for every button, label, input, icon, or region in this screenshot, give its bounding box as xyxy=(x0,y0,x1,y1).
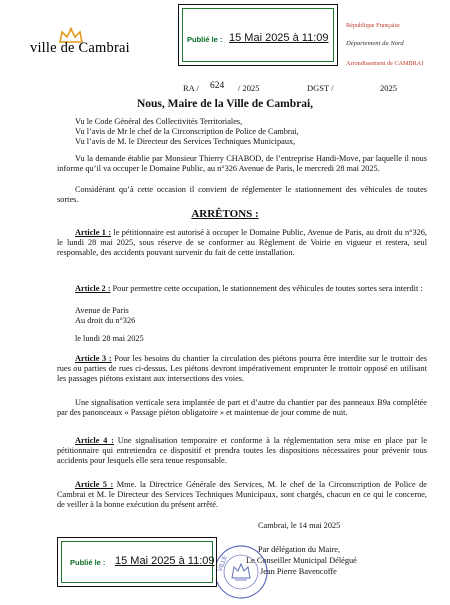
article-5-label: Article 5 : xyxy=(75,480,114,489)
republic-label: République Française xyxy=(346,22,400,29)
signature-place-date: Cambrai, le 14 mai 2025 xyxy=(258,521,341,530)
article-1 xyxy=(57,228,427,259)
vu-item: Vu l’avis de Mr le chef de la Circonscription de Police de Cambrai, xyxy=(75,127,299,137)
article-2-street: Avenue de Paris xyxy=(75,306,129,315)
ra-number: 624 xyxy=(210,81,225,91)
article-1-text: le pétitionnaire est autorisé à occuper le Domaine Public, Avenue de Paris, au droit du n°326, le lundi 28 mai 2025, sous réserve de se conformer au Règlement de Voirie en vigueur et restera, seul responsable, des accidents pouvant survenir du fait de cette installation. xyxy=(57,228,427,258)
considering-paragraph: Considérant qu’à cette occasion il convient de réglementer le stationnement des véhicules de toutes sortes. xyxy=(57,185,427,205)
stamp-label: Publié le : xyxy=(187,35,223,44)
ra-prefix: RA / xyxy=(183,83,199,93)
article-2-date: le lundi 28 mai 2025 xyxy=(75,334,144,343)
ra-suffix: / 2025 xyxy=(238,83,260,93)
signature-line-1: Par délégation du Maire, xyxy=(258,545,341,554)
article-4-label: Article 4 : xyxy=(75,436,114,445)
article-5-text: Mme. la Directrice Générale des Services, M. le chef de la Circonscription de Police de Cambrai et M. le Directeur des Services Techniques Municipaux, sont chargés, chacun en ce qui le concerne, de veiller à la bonne exécution du présent arrêté. xyxy=(57,480,427,510)
publication-stamp-bottom xyxy=(57,537,217,587)
article-4 xyxy=(57,436,427,467)
stamp-label: Publié le : xyxy=(70,558,106,567)
stamp-date: 15 Mai 2025 à 11:09 xyxy=(115,555,215,567)
article-4-text: Une signalisation temporaire et conforme à la réglementation sera mise en place par le pétitionnaire qui entretiendra ce dispositif et prendra toutes les dispositions nécessaires pour prévenir tous accidents pour lesquels elle sera tenue responsable. xyxy=(57,436,427,466)
article-5 xyxy=(57,480,427,511)
article-3-label: Article 3 : xyxy=(75,354,112,363)
vu-item: Vu le Code Général des Collectivités Territoriales, xyxy=(75,117,243,126)
signature-line-3: Jean Pierre Bavencoffe xyxy=(260,567,337,576)
vu-item: Vu l’avis de M. le Directeur des Services Techniques Municipaux, xyxy=(75,137,296,147)
publication-stamp-top xyxy=(178,4,338,66)
request-paragraph: Vu la demande établie par Monsieur Thierry CHABOD, de l’entreprise Handi-Move, par laquelle il nous informe qu’il va occuper le Domaine Public, au n°326 Avenue de Paris, le mercredi 28 mai 2025. xyxy=(57,154,427,174)
article-2 xyxy=(57,284,427,294)
seal-icon xyxy=(213,540,269,600)
stamp-date: 15 Mai 2025 à 11:09 xyxy=(229,32,329,44)
arretons-heading: ARRÊTONS : xyxy=(191,208,259,220)
city-logo xyxy=(30,26,140,62)
svg-text:VILLE: VILLE xyxy=(216,554,229,573)
article-2-label: Article 2 : xyxy=(75,284,111,293)
department-label: Département du Nord xyxy=(346,40,404,47)
logo-text: ville de Cambrai xyxy=(30,40,130,56)
article-1-label: Article 1 : xyxy=(75,228,112,237)
article-2-number: Au droit du n°326 xyxy=(75,316,136,326)
article-3-signage: Une signalisation verticale sera implantée de part et d’autre du chantier par des panneaux B9a complétée par des panonceaux « Passage piéton obligatoire » et maintenue de jour comme de nuit. xyxy=(57,398,427,418)
document-title: Nous, Maire de la Ville de Cambrai, xyxy=(136,98,314,110)
article-3 xyxy=(57,354,427,385)
article-2-text: Pour permettre cette occupation, le stationnement des véhicules de toutes sortes sera interdit : xyxy=(110,284,423,293)
dgst-year: 2025 xyxy=(380,83,397,93)
dgst-label: DGST / xyxy=(307,83,334,93)
city-seal xyxy=(213,540,269,600)
arrondissement-label: Arrondissement de CAMBRAI xyxy=(346,60,424,67)
vu-list xyxy=(75,117,425,148)
article-3-text: Pour les besoins du chantier la circulation des piétons pourra être interdite sur le trottoir des rues ou parties de rues ci-dessus. Les piétons devront impérativement emprunter le trottoir opposé en utilisant les passages piétons existant aux intersections des voies. xyxy=(57,354,427,384)
signature-line-2: Le Conseiller Municipal Délégué xyxy=(246,556,357,565)
article-2-place xyxy=(75,306,275,326)
